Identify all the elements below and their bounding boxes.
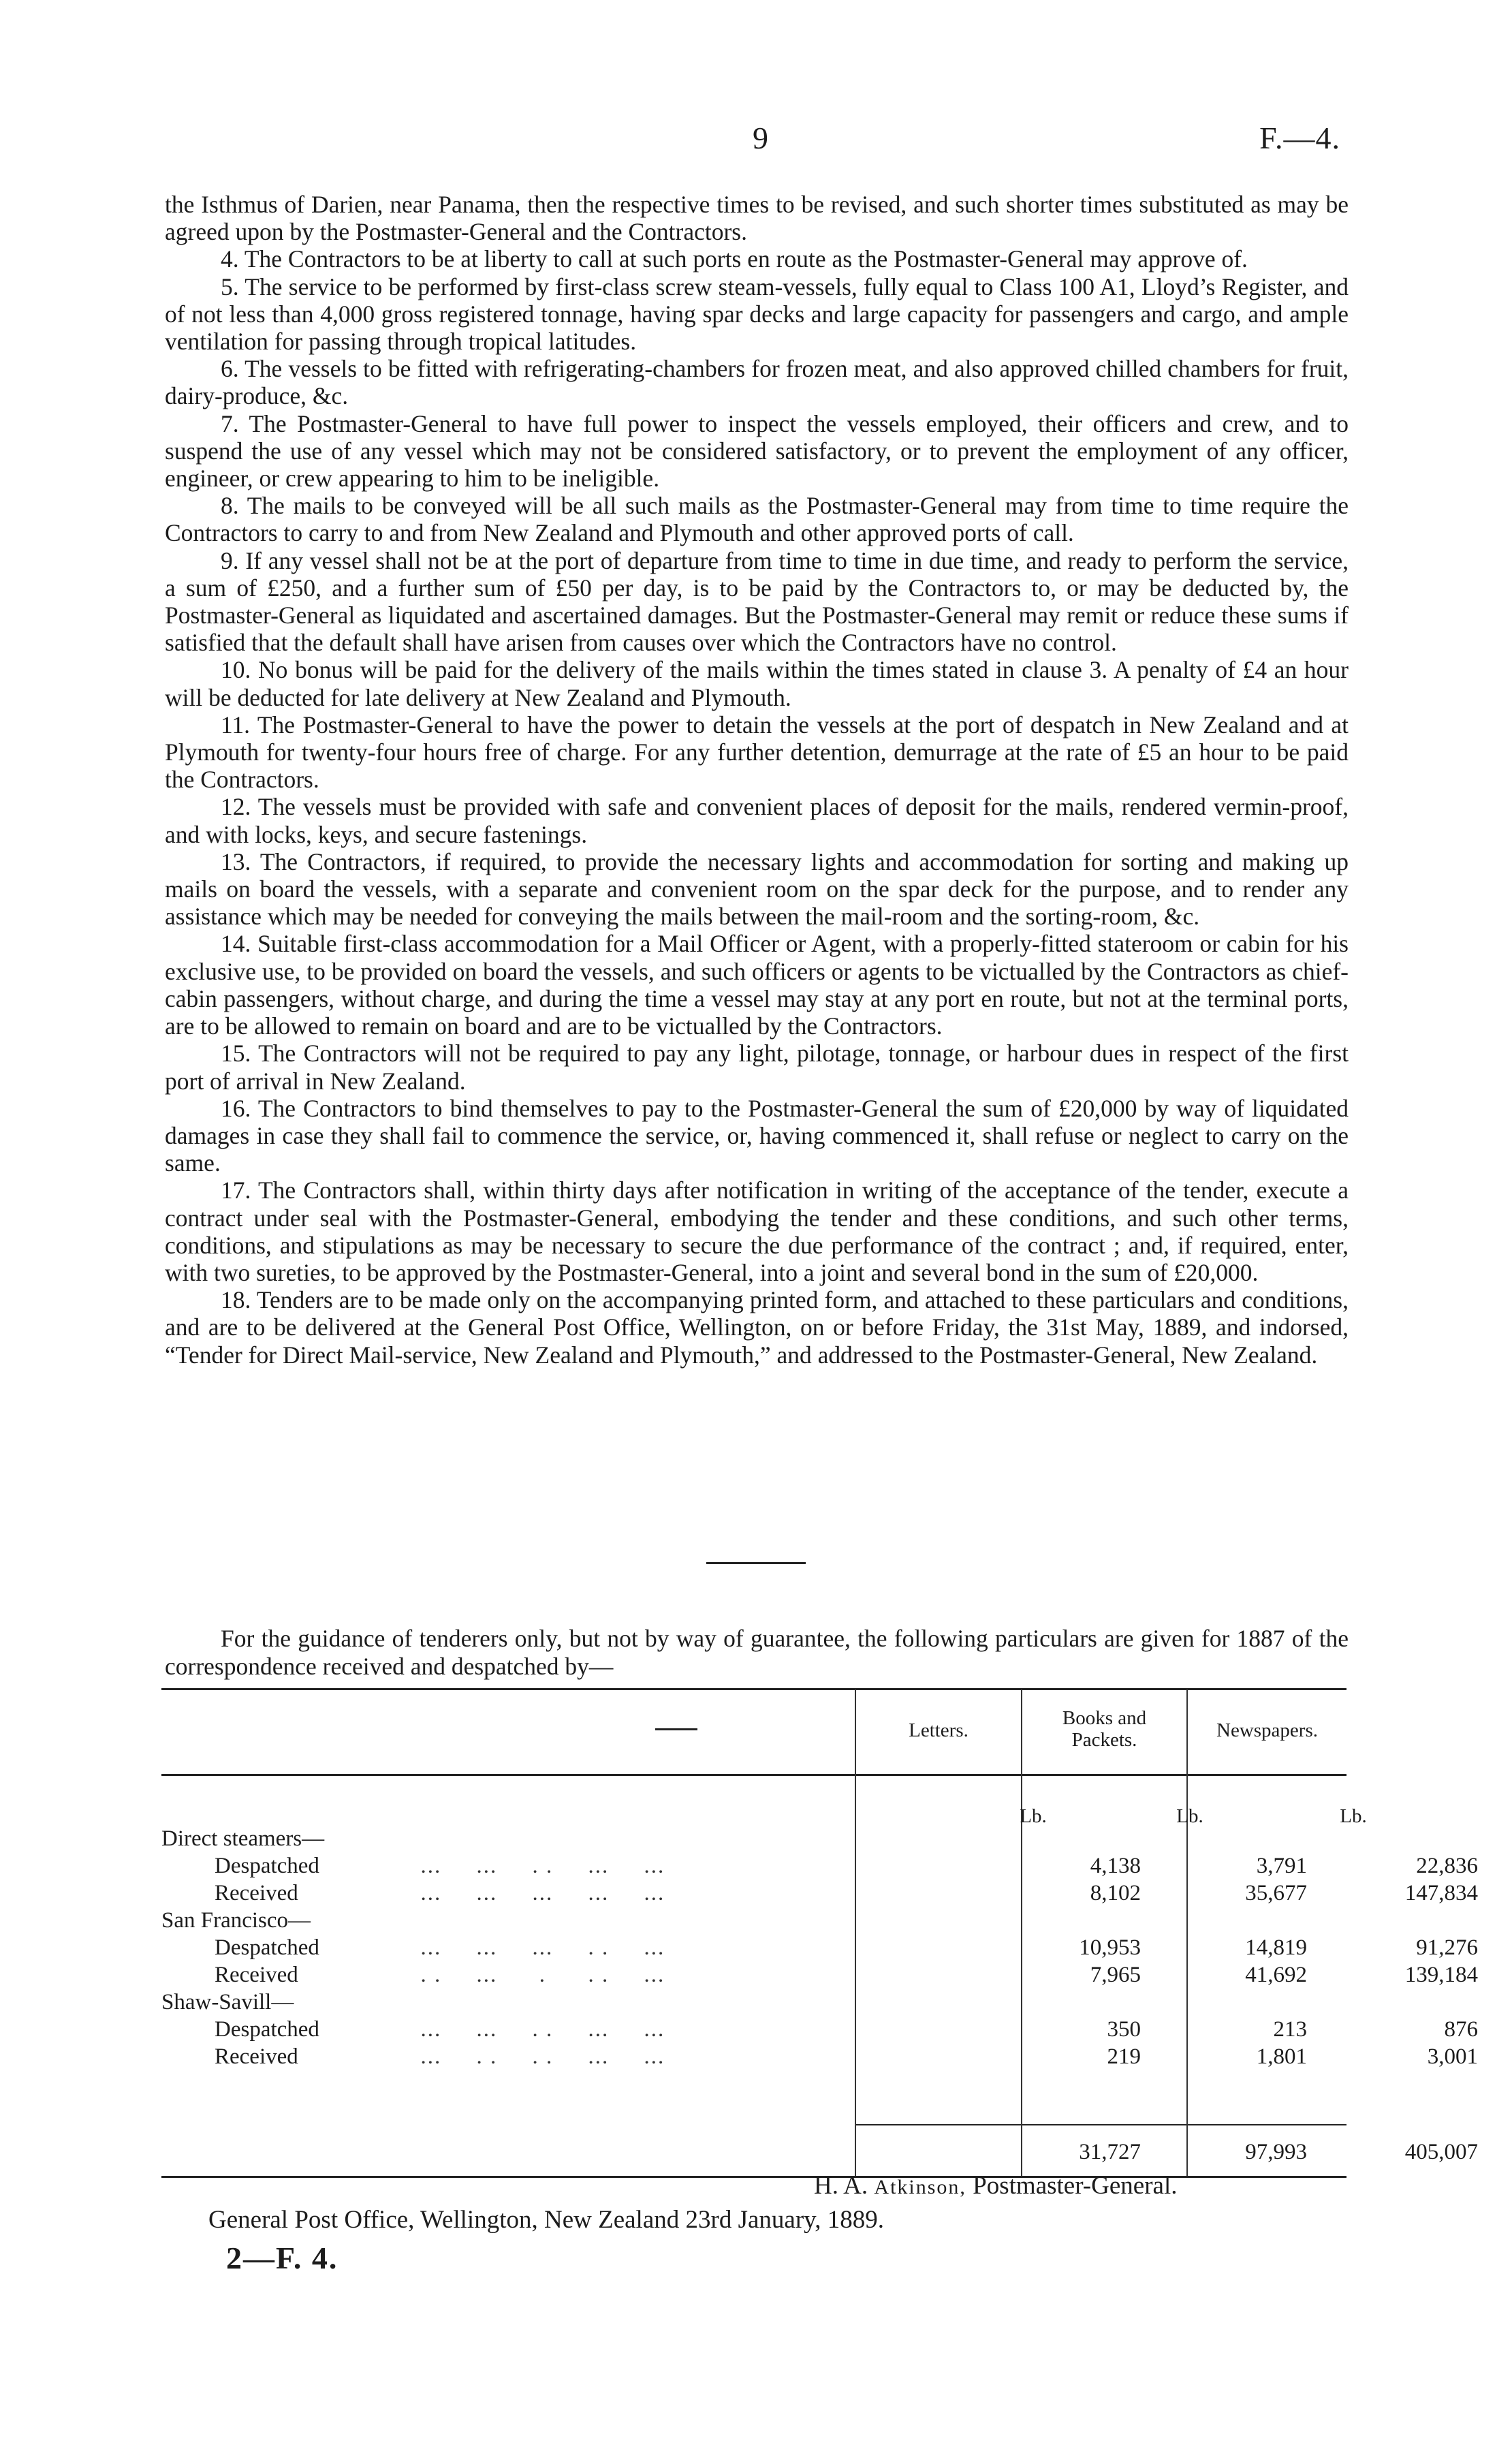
group-heading (161, 1990, 1346, 2017)
clause-12: 12. The vessels must be provided with safe and convenient places of deposit for the mails, rendered vermin-proof, and with locks, keys, and secure fastenings. (165, 793, 1349, 848)
table-total-rule (856, 2124, 1346, 2125)
cell-letters: 350 (1107, 2017, 1141, 2042)
page-header (0, 120, 1512, 168)
cell-letters: 8,102 (1090, 1881, 1141, 1905)
row-label: Despatched (215, 1935, 319, 1960)
header-books-and-packets (1022, 1707, 1186, 1751)
header-books-line2: Packets. (1071, 1729, 1137, 1751)
totals-row (161, 2140, 1478, 2167)
clause-15: 15. The Contractors will not be required to pay any light, pilotage, tonnage, or harbour dues in respect of the first port of arrival in New Zealand. (165, 1040, 1349, 1095)
place-and-date: General Post Office, Wellington, New Zealand 23rd January, 1889. (208, 2206, 884, 2234)
cell-books: 35,677 (1245, 1881, 1307, 1905)
cell-letters: 10,953 (1079, 1935, 1141, 1960)
table-row (161, 1963, 1478, 1990)
leader-dots: ... . . . . ... ... (407, 2044, 665, 2069)
table-row (161, 2044, 1478, 2072)
cell-books: 3,791 (1256, 1854, 1307, 1878)
leader-dots: . . ... . . . ... (407, 1963, 665, 1987)
guidance-paragraph: For the guidance of tenderers only, but not by way of guarantee, the following particulars are given for 1887 of the correspondence received and despatched by— (165, 1625, 1349, 1680)
row-label: Despatched (215, 1854, 319, 1878)
total-newspapers: 405,007 (1404, 2140, 1478, 2164)
clause-7: 7. The Postmaster-General to have full power to inspect the vessels employed, their officers and crew, and to suspend the use of any vessel which may not be considered satisfactory, or to prevent the employment of any officer, engineer, or crew appearing to him to be ineligible. (165, 409, 1349, 493)
conditions-body (165, 191, 1349, 1369)
row-label: Received (215, 1881, 298, 1905)
clause-14: 14. Suitable first-class accommodation for a Mail Officer or Agent, with a properly-fitted stateroom or cabin for his exclusive use, to be provided on board the vessels, and such officers or agents to be victualled by the Contractors as chief-cabin passengers, without charge, and during the time a vessel may stay at any port en route, but not at the terminal ports, are to be allowed to remain on board and are to be victualled by the Contractors. (165, 930, 1349, 1040)
cell-books: 14,819 (1245, 1935, 1307, 1960)
row-label: Received (215, 1963, 298, 1987)
unit-books: Lb. (1176, 1805, 1203, 1827)
cell-newspapers: 139,184 (1404, 1963, 1478, 1987)
group-direct-steamers: Direct steamers— (161, 1826, 325, 1851)
header-dash (655, 1728, 697, 1730)
leader-dots: ... ... . . ... ... (407, 1854, 665, 1878)
signatory-surname: Atkinson, (874, 2176, 966, 2198)
clause-10: 10. No bonus will be paid for the delivery of the mails within the times stated in clause 3. A penalty of £4 an hour will be deducted for late delivery at New Zealand and Plymouth. (165, 656, 1349, 711)
cell-books: 1,801 (1256, 2044, 1307, 2069)
leader-dots: ... ... ... ... ... (407, 1881, 665, 1905)
row-label: Received (215, 2044, 298, 2069)
cell-newspapers: 22,836 (1416, 1854, 1478, 1878)
group-heading (161, 1826, 1346, 1854)
clause-18: 18. Tenders are to be made only on the accompanying printed form, and attached to these particulars and conditions, and are to be delivered at the General Post Office, Wellington, on or before Friday, the 31st May, 1889, and indorsed, “Tender for Direct Mail-service, New Zealand and Plymouth,” and addressed to the Postmaster-General, New Zealand. (165, 1286, 1349, 1369)
table-header-rule (161, 1774, 1346, 1776)
signature-line (814, 2171, 1177, 2200)
page-number: 9 (753, 121, 768, 155)
table-row (161, 1854, 1478, 1881)
clause-17: 17. The Contractors shall, within thirty days after notification in writing of the acceptance of the tender, execute a contract under seal with the Postmaster-General, embodying the tender and these conditions, and such other terms, conditions, and stipulations as may be necessary to secure the due performance of the contract ; and, if required, enter, with two sureties, to be approved by the Postmaster-General, into a joint and several bond in the sum of £20,000. (165, 1177, 1349, 1286)
cell-letters: 4,138 (1090, 1854, 1141, 1878)
total-books: 97,993 (1245, 2140, 1307, 2164)
leader-dots: ... ... ... . . ... (407, 1935, 665, 1960)
leader-dots: ... ... . . ... ... (407, 2017, 665, 2042)
cell-letters: 219 (1107, 2044, 1141, 2069)
row-label: Despatched (215, 2017, 319, 2042)
cell-books: 213 (1273, 2017, 1307, 2042)
signatory-initials: H. A. (814, 2172, 868, 2200)
table-row (161, 1881, 1478, 1908)
clause-9: 9. If any vessel shall not be at the port of departure from time to time in due time, and ready to perform the service, a sum of £250, and a further sum of £50 per day, is to be paid by the Contractors to, or may be deducted by, the Postmaster-General as liquidated and ascertained damages. But the Postmaster-General may remit or reduce these sums if satisfied that the default shall have arisen from causes over which the Contractors have no control. (165, 546, 1349, 657)
clause-4: 4. The Contractors to be at liberty to call at such ports en route as the Postmaster-General may approve of. (221, 245, 1248, 273)
cell-newspapers: 91,276 (1416, 1935, 1478, 1960)
header-newspapers: Newspapers. (1216, 1719, 1318, 1741)
document-code: F.—4. (1259, 121, 1340, 155)
cell-newspapers: 147,834 (1404, 1881, 1478, 1905)
header-letters: Letters. (909, 1719, 968, 1741)
table-top-rule (161, 1688, 1346, 1690)
table-row (161, 2017, 1478, 2044)
footer-code: 2—F. 4. (226, 2241, 338, 2275)
total-letters: 31,727 (1079, 2140, 1141, 2164)
group-shaw-savill: Shaw-Savill— (161, 1990, 294, 2014)
signatory-title: Postmaster-General. (973, 2172, 1178, 2200)
cell-newspapers: 876 (1444, 2017, 1478, 2042)
cell-books: 41,692 (1245, 1963, 1307, 1987)
cell-letters: 7,965 (1090, 1963, 1141, 1987)
unit-letters: Lb. (1020, 1805, 1047, 1827)
clause-5: 5. The service to be performed by first-class screw steam-vessels, fully equal to Class 100 A1, Lloyd’s Register, and of not less than 4,000 gross registered tonnage, having spar decks and large capacity for passengers and cargo, and ample ventilation for passing through tropical latitudes. (165, 272, 1349, 356)
clause-8: 8. The mails to be conveyed will be all such mails as the Postmaster-General may from time to time require the Contractors to carry to and from New Zealand and Plymouth and other approved ports of call. (165, 492, 1349, 547)
clause-16: 16. The Contractors to bind themselves to pay to the Postmaster-General the sum of £20,000 by way of liquidated damages in case they shall fail to commence the service, or, having commenced it, shall refuse or neglect to carry on the same. (165, 1094, 1349, 1177)
paragraph-continuation: the Isthmus of Darien, near Panama, then the respective times to be revised, and such shorter times substituted as may be agreed upon by the Postmaster-General and the Contractors. (165, 191, 1349, 246)
clause-6: 6. The vessels to be fitted with refrigerating-chambers for frozen meat, and also approved chilled chambers for fruit, dairy-produce, &c. (165, 355, 1349, 410)
unit-newspapers: Lb. (1340, 1805, 1367, 1827)
clause-11: 11. The Postmaster-General to have the power to detain the vessels at the port of despatch in New Zealand and at Plymouth for twenty-four hours free of charge. For any further detention, demurrage at the rate of £5 an hour to be paid the Contractors. (165, 711, 1349, 794)
header-books-line1: Books and (1062, 1707, 1147, 1729)
cell-newspapers: 3,001 (1427, 2044, 1478, 2069)
clause-13: 13. The Contractors, if required, to provide the necessary lights and accommodation for sorting and making up mails on board the vessels, with a separate and convenient room on the spar deck for the purpose, and to render any assistance which may be needed for conveying the mails between the mail-room and the sorting-room, &c. (165, 847, 1349, 931)
table-row (161, 1935, 1478, 1963)
group-san-francisco: San Francisco— (161, 1908, 311, 1933)
section-divider (706, 1562, 806, 1564)
group-heading (161, 1908, 1346, 1935)
